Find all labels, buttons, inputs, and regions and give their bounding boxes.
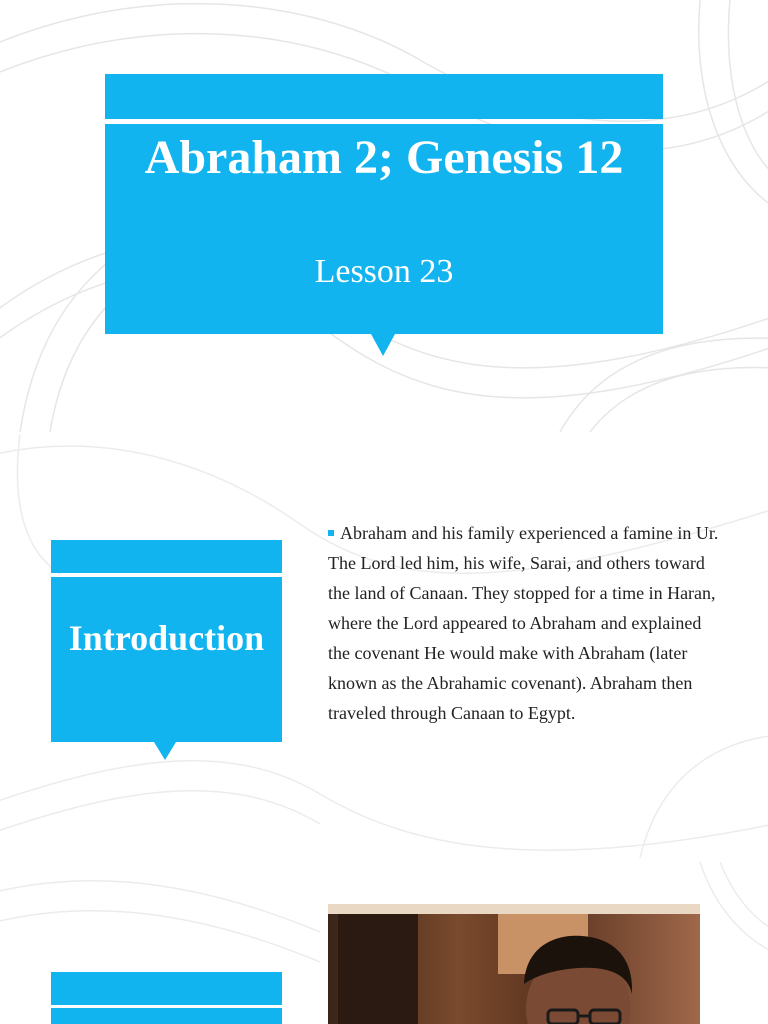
heading-box — [51, 577, 282, 742]
section-heading: Introduction — [68, 618, 265, 658]
heading-accent-strip — [51, 540, 282, 573]
bullet-list — [328, 518, 726, 728]
person-photo-icon — [328, 904, 700, 1024]
bullet-item: Abraham and his family experienced a famine in Ur. The Lord led him, his wife, Sarai, and others toward the land of Canaan. They stopped for a time in Haran, where the Lord appeared to Abraham and explained the covenant He would make with Abraham (later known as the Abrahamic covenant). Abraham then traveled through Canaan to Egypt. — [328, 523, 719, 723]
bullet-square-icon — [328, 530, 334, 536]
heading-accent-strip — [51, 972, 282, 1005]
slide-introduction — [0, 434, 768, 858]
heading-box — [51, 1008, 282, 1024]
presentation-subtitle: Lesson 23 — [314, 253, 454, 290]
person-photo — [328, 904, 700, 1024]
slide-title — [0, 0, 768, 432]
callout-pointer-icon — [154, 742, 176, 760]
slide-photo — [0, 862, 768, 1024]
title-box — [105, 124, 663, 334]
title-accent-strip — [105, 74, 663, 119]
callout-pointer-icon — [371, 334, 395, 356]
presentation-title: Abraham 2; Genesis 12 — [144, 131, 624, 184]
